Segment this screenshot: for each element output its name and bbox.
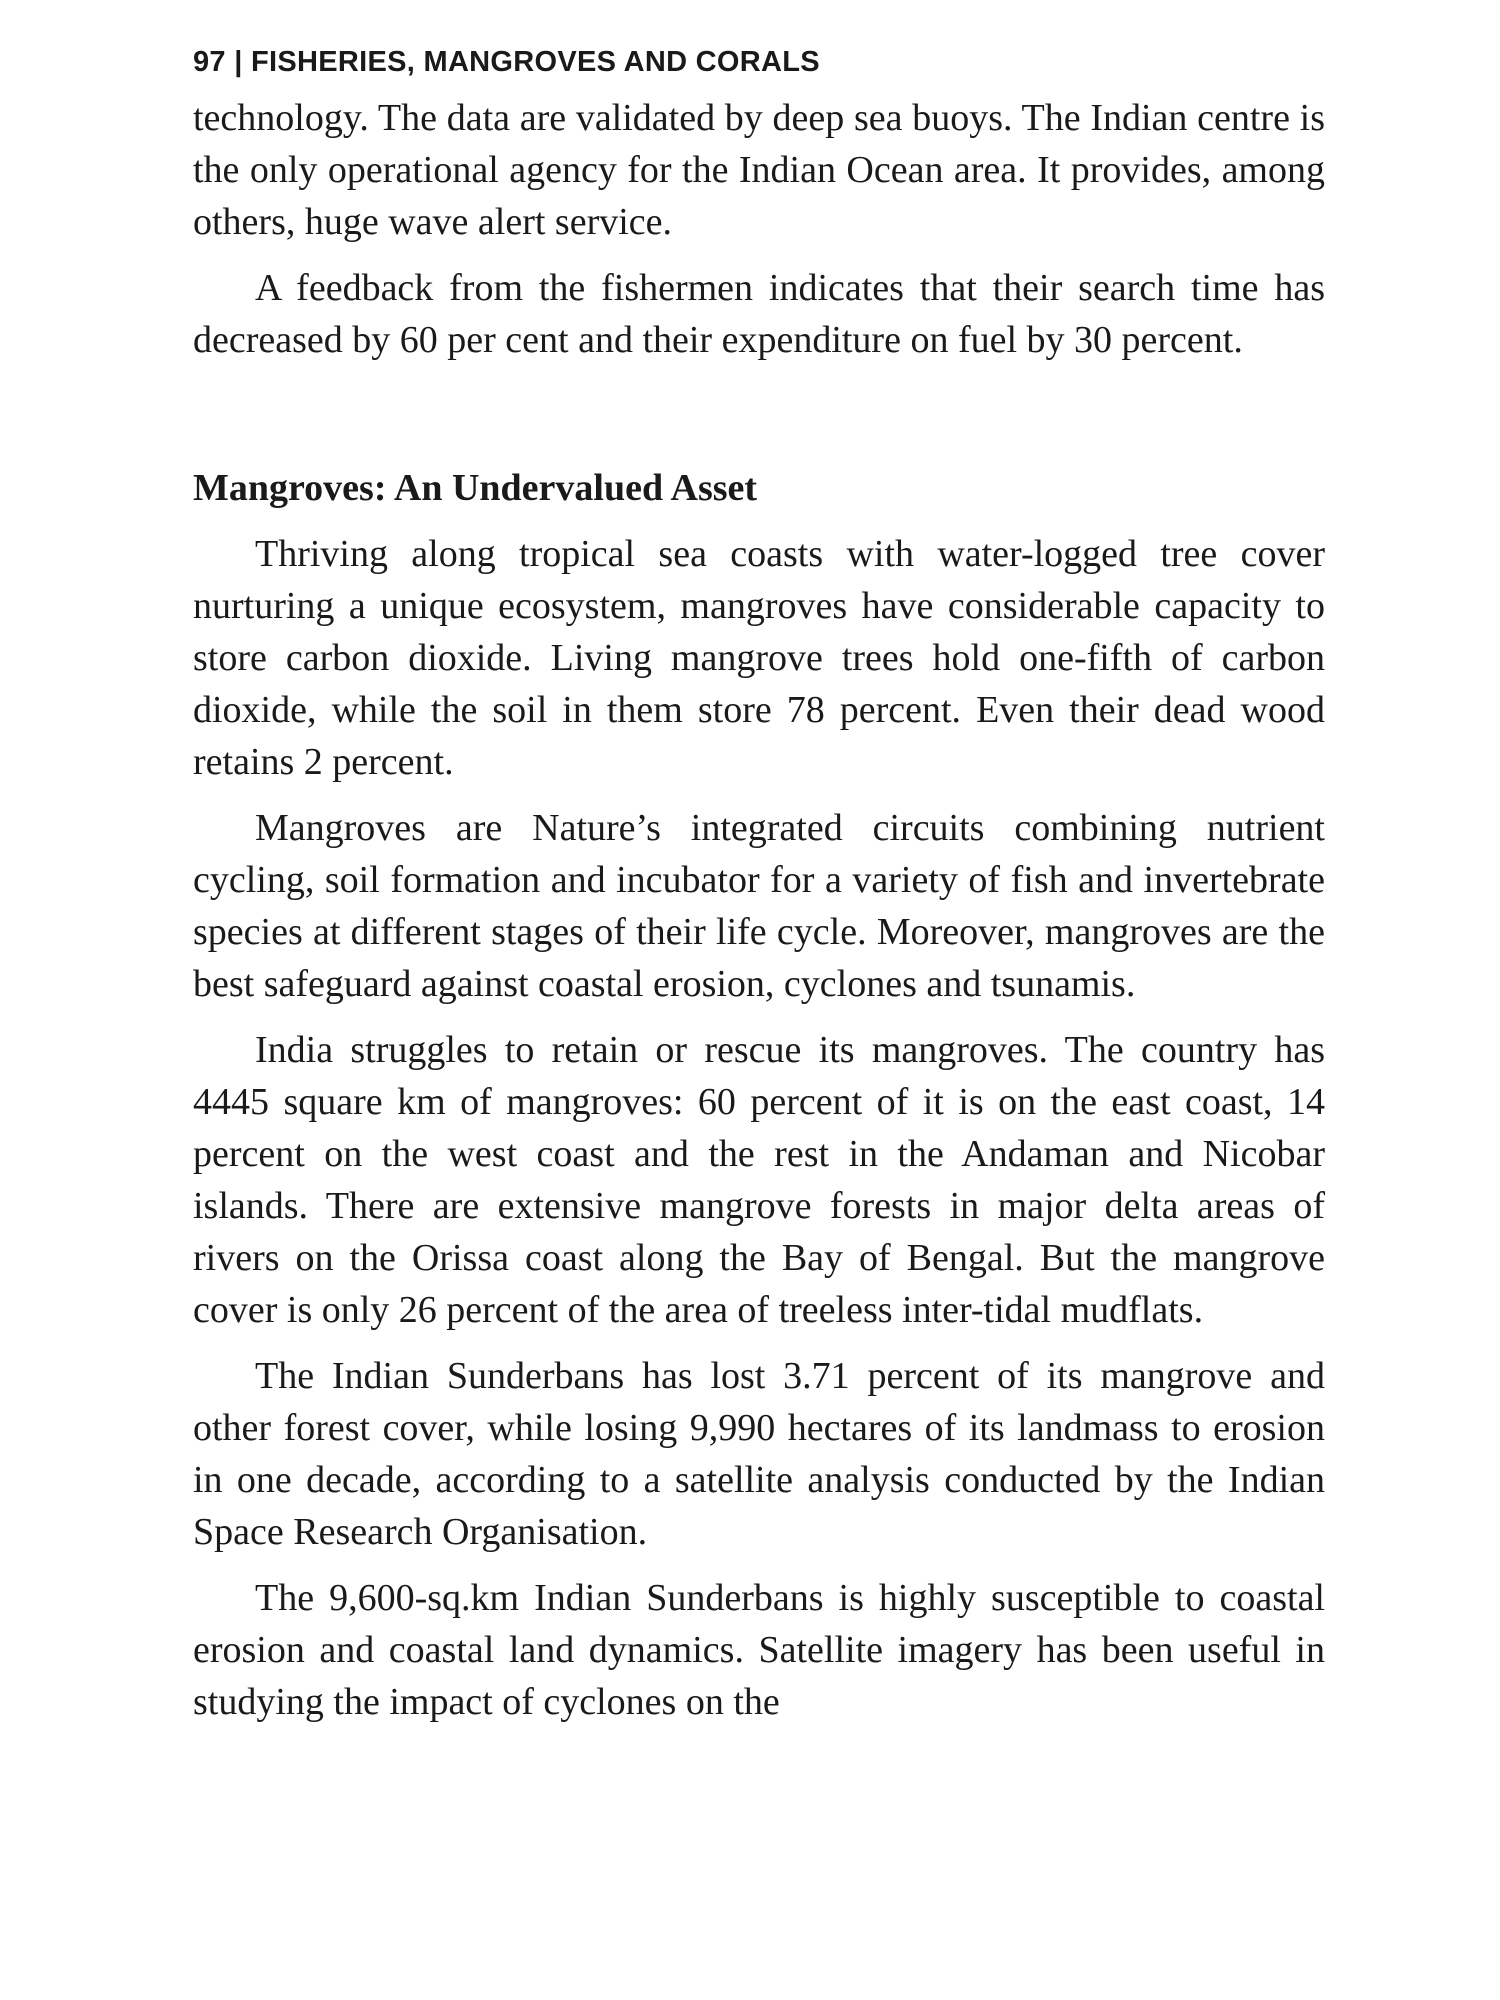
paragraph-india-mangroves: India struggles to retain or rescue its mangroves. The country has 4445 square km of mangroves: 60 percent of it is on the east coast, 14 percent on the west coast and the rest in the Andaman and Nicobar islands. There are extensive mangrove forests in major delta areas of rivers on the Orissa coast along the Bay of Bengal. But the mangrove cover is only 26 percent of the area of treeless inter-tidal mudflats. — [193, 1029, 1325, 1331]
book-page — [193, 40, 1325, 1742]
section-heading: Mangroves: An Undervalued Asset — [193, 467, 758, 509]
paragraph-mangrove-carbon: Thriving along tropical sea coasts with water-logged tree cover nurturing a unique ecosystem, mangroves have considerable capacity to store carbon dioxide. Living mangrove trees hold one-fifth of carbon dioxide, while the soil in them store 78 percent. Even their dead wood retains 2 percent. — [193, 533, 1325, 783]
paragraph-integrated-circuits: Mangroves are Nature’s integrated circuits combining nutrient cycling, soil formation and incubator for a variety of fish and invertebrate species at different stages of their life cycle. Moreover, mangroves are the best safeguard against coastal erosion, cyclones and tsunamis. — [193, 807, 1325, 1005]
running-head: 97 | FISHERIES, MANGROVES AND CORALS — [193, 46, 820, 78]
paragraph-sunderbans-erosion: The 9,600-sq.km Indian Sunderbans is highly susceptible to coastal erosion and coastal land dynamics. Satellite imagery has been useful in studying the impact of cyclones on the — [193, 1577, 1325, 1723]
paragraph-fishermen-feedback: A feedback from the fishermen indicates that their search time has decreased by 60 per cent and their expenditure on fuel by 30 percent. — [193, 267, 1325, 361]
paragraph-sunderbans-loss: The Indian Sunderbans has lost 3.71 percent of its mangrove and other forest cover, while losing 9,990 hectares of its landmass to erosion in one decade, according to a satellite analysis conducted by the Indian Space Research Organisation. — [193, 1355, 1325, 1553]
paragraph-continued: technology. The data are validated by deep sea buoys. The Indian centre is the only operational agency for the Indian Ocean area. It provides, among others, huge wave alert service. — [193, 97, 1325, 243]
